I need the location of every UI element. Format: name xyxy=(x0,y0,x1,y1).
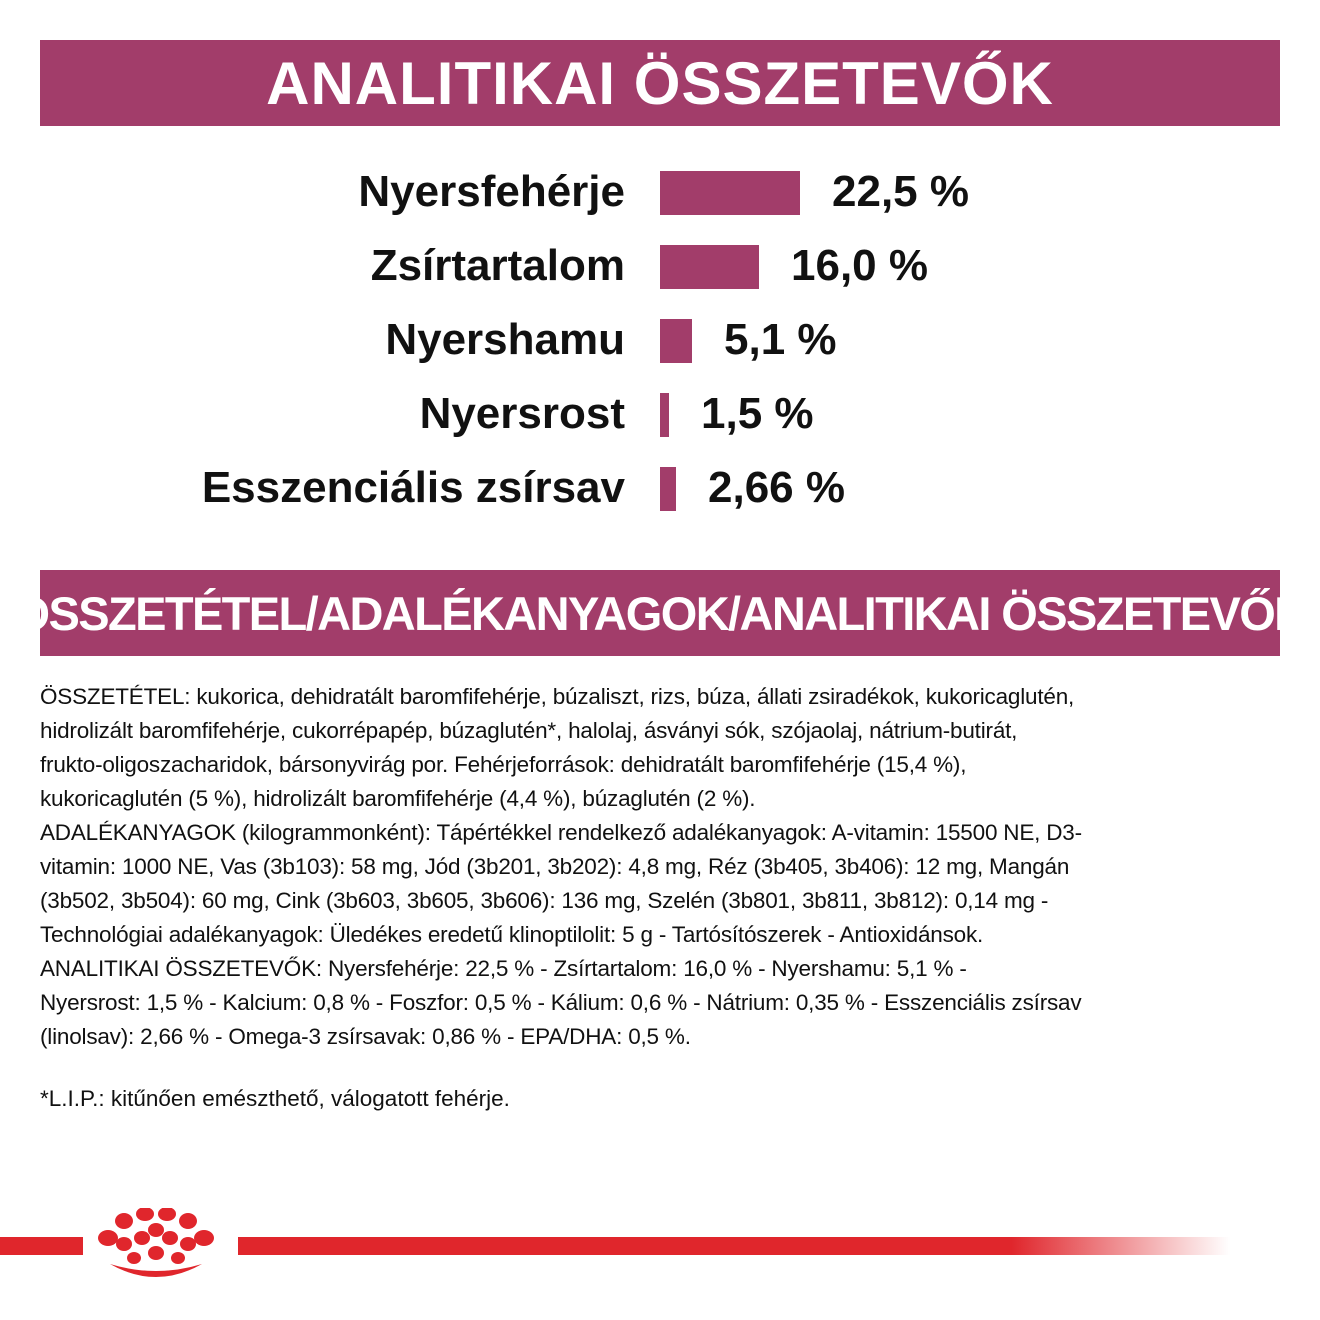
section-title: ÖSSZETÉTEL/ADALÉKANYAGOK/ANALITIKAI ÖSSZETEVŐK xyxy=(13,586,1307,640)
nutrient-value: 22,5 % xyxy=(832,167,969,216)
royal-canin-crown-logo-icon xyxy=(92,1208,232,1282)
nutrient-label: Nyershamu xyxy=(385,315,625,364)
nutrient-row xyxy=(0,384,1320,444)
nutrient-bar xyxy=(660,467,676,511)
nutrient-label: Esszenciális zsírsav xyxy=(201,463,625,512)
nutrient-row xyxy=(0,236,1320,296)
nutrient-row xyxy=(0,458,1320,518)
nutrient-label: Nyersfehérje xyxy=(358,167,625,216)
composition-section-header xyxy=(13,570,1307,656)
nutrient-label: Zsírtartalom xyxy=(370,241,625,290)
nutrient-label: Nyersrost xyxy=(419,389,625,438)
analytical-constituents-header xyxy=(40,40,1280,126)
footnote-text: *L.I.P.: kitűnően emészthető, válogatott fehérje. xyxy=(40,1086,510,1111)
nutrient-bar xyxy=(660,171,800,215)
nutrient-value: 16,0 % xyxy=(791,241,928,290)
nutrient-row xyxy=(0,310,1320,370)
brand-stripe-right xyxy=(238,1237,1230,1255)
nutrient-value: 5,1 % xyxy=(724,315,837,364)
nutrient-bar xyxy=(660,319,692,363)
composition-text: ÖSSZETÉTEL: kukorica, dehidratált baromfifehérje, búzaliszt, rizs, búza, állati zsiradékok, kukoricaglutén, hidrolizált baromfifehérje, cukorrépapép, búzaglutén*, halolaj, ásványi sók, szójaolaj, nátrium-butirát, frukto-oligoszacharidok, bársonyvirág por. Fehérjeforrások: dehidratált baromfifehérje (15,4 %), kukoricaglutén (5 %), hidrolizált baromfifehérje (4,4 %), búzaglutén (2 %). ADALÉKANYAGOK (kilogrammonként): Tápértékkel rendelkező adalékanyagok: A-vitamin: 15500 NE, D3- vitamin: 1000 NE, Vas (3b103): 58 mg, Jód (3b201, 3b202): 4,8 mg, Réz (3b405, 3b406): 12 mg, Mangán (3b502, 3b504): 60 mg, Cink (3b603, 3b605, 3b606): 136 mg, Szelén (3b801, 3b811, 3b812): 0,14 mg - Technológiai adalékanyagok: Üledékes eredetű klinoptilolit: 5 g - Tartósítószerek - Antioxidánsok. ANALITIKAI ÖSSZETEVŐK: Nyersfehérje: 22,5 % - Zsírtartalom: 16,0 % - Nyershamu: 5,1 % - Nyersrost: 1,5 % - Kalcium: 0,8 % - Foszfor: 0,5 % - Kálium: 0,6 % - Nátrium: 0,35 % - Esszenciális zsírsav (linolsav): 2,66 % - Omega-3 zsírsavak: 0,86 % - EPA/DHA: 0,5 %. xyxy=(40,684,1082,1049)
nutrient-bar xyxy=(660,393,669,437)
nutrient-row xyxy=(0,162,1320,222)
nutrient-bar xyxy=(660,245,759,289)
brand-stripe-left xyxy=(0,1237,83,1255)
nutrient-value: 2,66 % xyxy=(708,463,845,512)
header-title: ANALITIKAI ÖSSZETEVŐK xyxy=(266,49,1054,117)
nutrient-value: 1,5 % xyxy=(701,389,814,438)
